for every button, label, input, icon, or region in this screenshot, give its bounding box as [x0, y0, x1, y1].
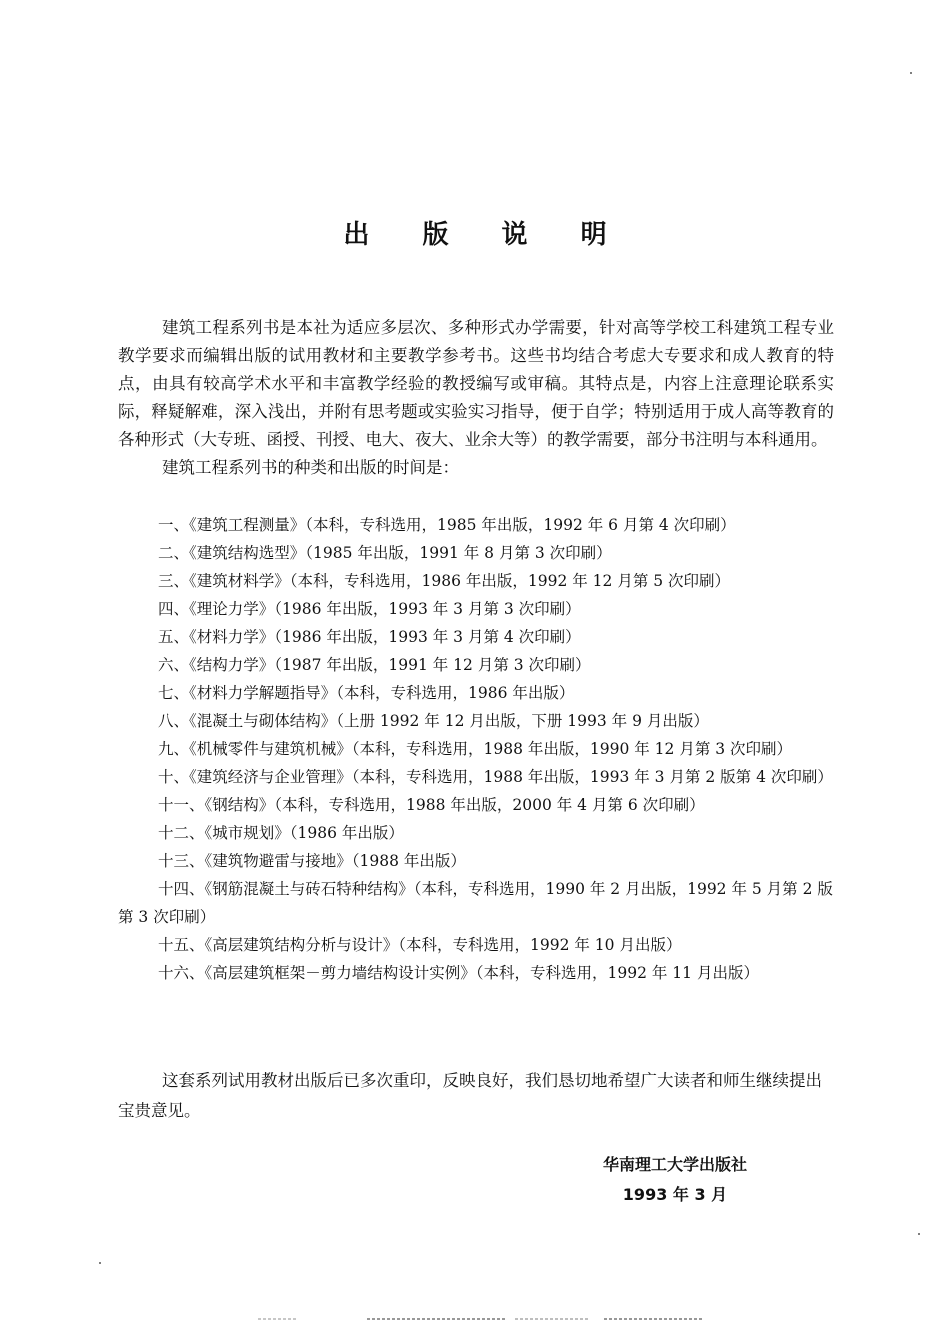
book-list-item: 五、《材料力学》（1986 年出版，1993 年 3 月第 4 次印刷） [158, 628, 581, 646]
scan-speck [910, 72, 912, 74]
intro-paragraph: 建筑工程系列书是本社为适应多层次、多种形式办学需要，针对高等学校工科建筑工程专业教学要求而编辑出版的试用教材和主要教学参考书。这些书均结合考虑大专要求和成人教育的特点，由具有较高学术水平和丰富教学经验的教授编写或审稿。其特点是，内容上注意理论联系实际，释疑解难，深入浅出，并附有思考题或实验实习指导，便于自学；特别适用于成人高等教育的各种形式（大专班、函授、刊授、电大、夜大、业余大等）的教学需要，部分书注明与本科通用。 [118, 318, 834, 449]
book-list-item: 十五、《高层建筑结构分析与设计》（本科，专科选用，1992 年 10 月出版） [158, 936, 682, 954]
book-list-item: 四、《理论力学》（1986 年出版，1993 年 3 月第 3 次印刷） [158, 600, 581, 618]
book-list-item: 十、《建筑经济与企业管理》（本科，专科选用，1988 年出版，1993 年 3 月第 2 版第 4 次印刷） [158, 768, 833, 786]
scan-noise-line [367, 1318, 507, 1320]
scan-noise-line [515, 1318, 590, 1320]
closing-paragraph: 这套系列试用教材出版后已多次重印，反映良好，我们恳切地希望广大读者和师生继续提出宝贵意见。 [118, 1071, 822, 1120]
intro-section [118, 314, 834, 482]
scan-noise-line [604, 1318, 702, 1320]
scan-noise-line [258, 1318, 298, 1320]
book-list-item: 六、《结构力学》（1987 年出版，1991 年 12 月第 3 次印刷） [158, 656, 591, 674]
book-list-item: 十六、《高层建筑框架－剪力墙结构设计实例》（本科，专科选用，1992 年 11 月出版） [158, 964, 759, 982]
publisher-name: 华南理工大学出版社 [602, 1155, 747, 1174]
page-title: 出 版 说 明 [343, 220, 629, 250]
book-list-item: 十四、《钢筋混凝土与砖石特种结构》（本科，专科选用，1990 年 2 月出版，1992 年 5 月第 2 版第 3 次印刷） [118, 880, 833, 926]
signature-block [560, 1150, 790, 1210]
book-list-item: 九、《机械零件与建筑机械》（本科，专科选用，1988 年出版，1990 年 12 月第 3 次印刷） [158, 740, 793, 758]
book-list-item: 八、《混凝土与砌体结构》（上册 1992 年 12 月出版，下册 1993 年 9 月出版） [158, 712, 709, 730]
book-list [118, 511, 834, 987]
book-list-item: 三、《建筑材料学》（本科，专科选用，1986 年出版，1992 年 12 月第 5 次印刷） [158, 572, 731, 590]
book-list-item: 十二、《城市规划》（1986 年出版） [158, 824, 404, 842]
book-list-item: 一、《建筑工程测量》（本科，专科选用，1985 年出版，1992 年 6 月第 4 次印刷） [158, 516, 736, 534]
scan-speck [99, 1262, 101, 1264]
closing-section [118, 1066, 834, 1126]
book-list-item: 十一、《钢结构》（本科，专科选用，1988 年出版，2000 年 4 月第 6 次印刷） [158, 796, 705, 814]
book-list-item: 十三、《建筑物避雷与接地》（1988 年出版） [158, 852, 466, 870]
scan-speck [918, 1233, 920, 1235]
publish-date: 1993 年 3 月 [622, 1185, 728, 1204]
book-list-item: 七、《材料力学解题指导》（本科，专科选用，1986 年出版） [158, 684, 575, 702]
list-lead-paragraph: 建筑工程系列书的种类和出版的时间是： [162, 458, 459, 477]
book-list-item: 二、《建筑结构选型》（1985 年出版，1991 年 8 月第 3 次印刷） [158, 544, 612, 562]
